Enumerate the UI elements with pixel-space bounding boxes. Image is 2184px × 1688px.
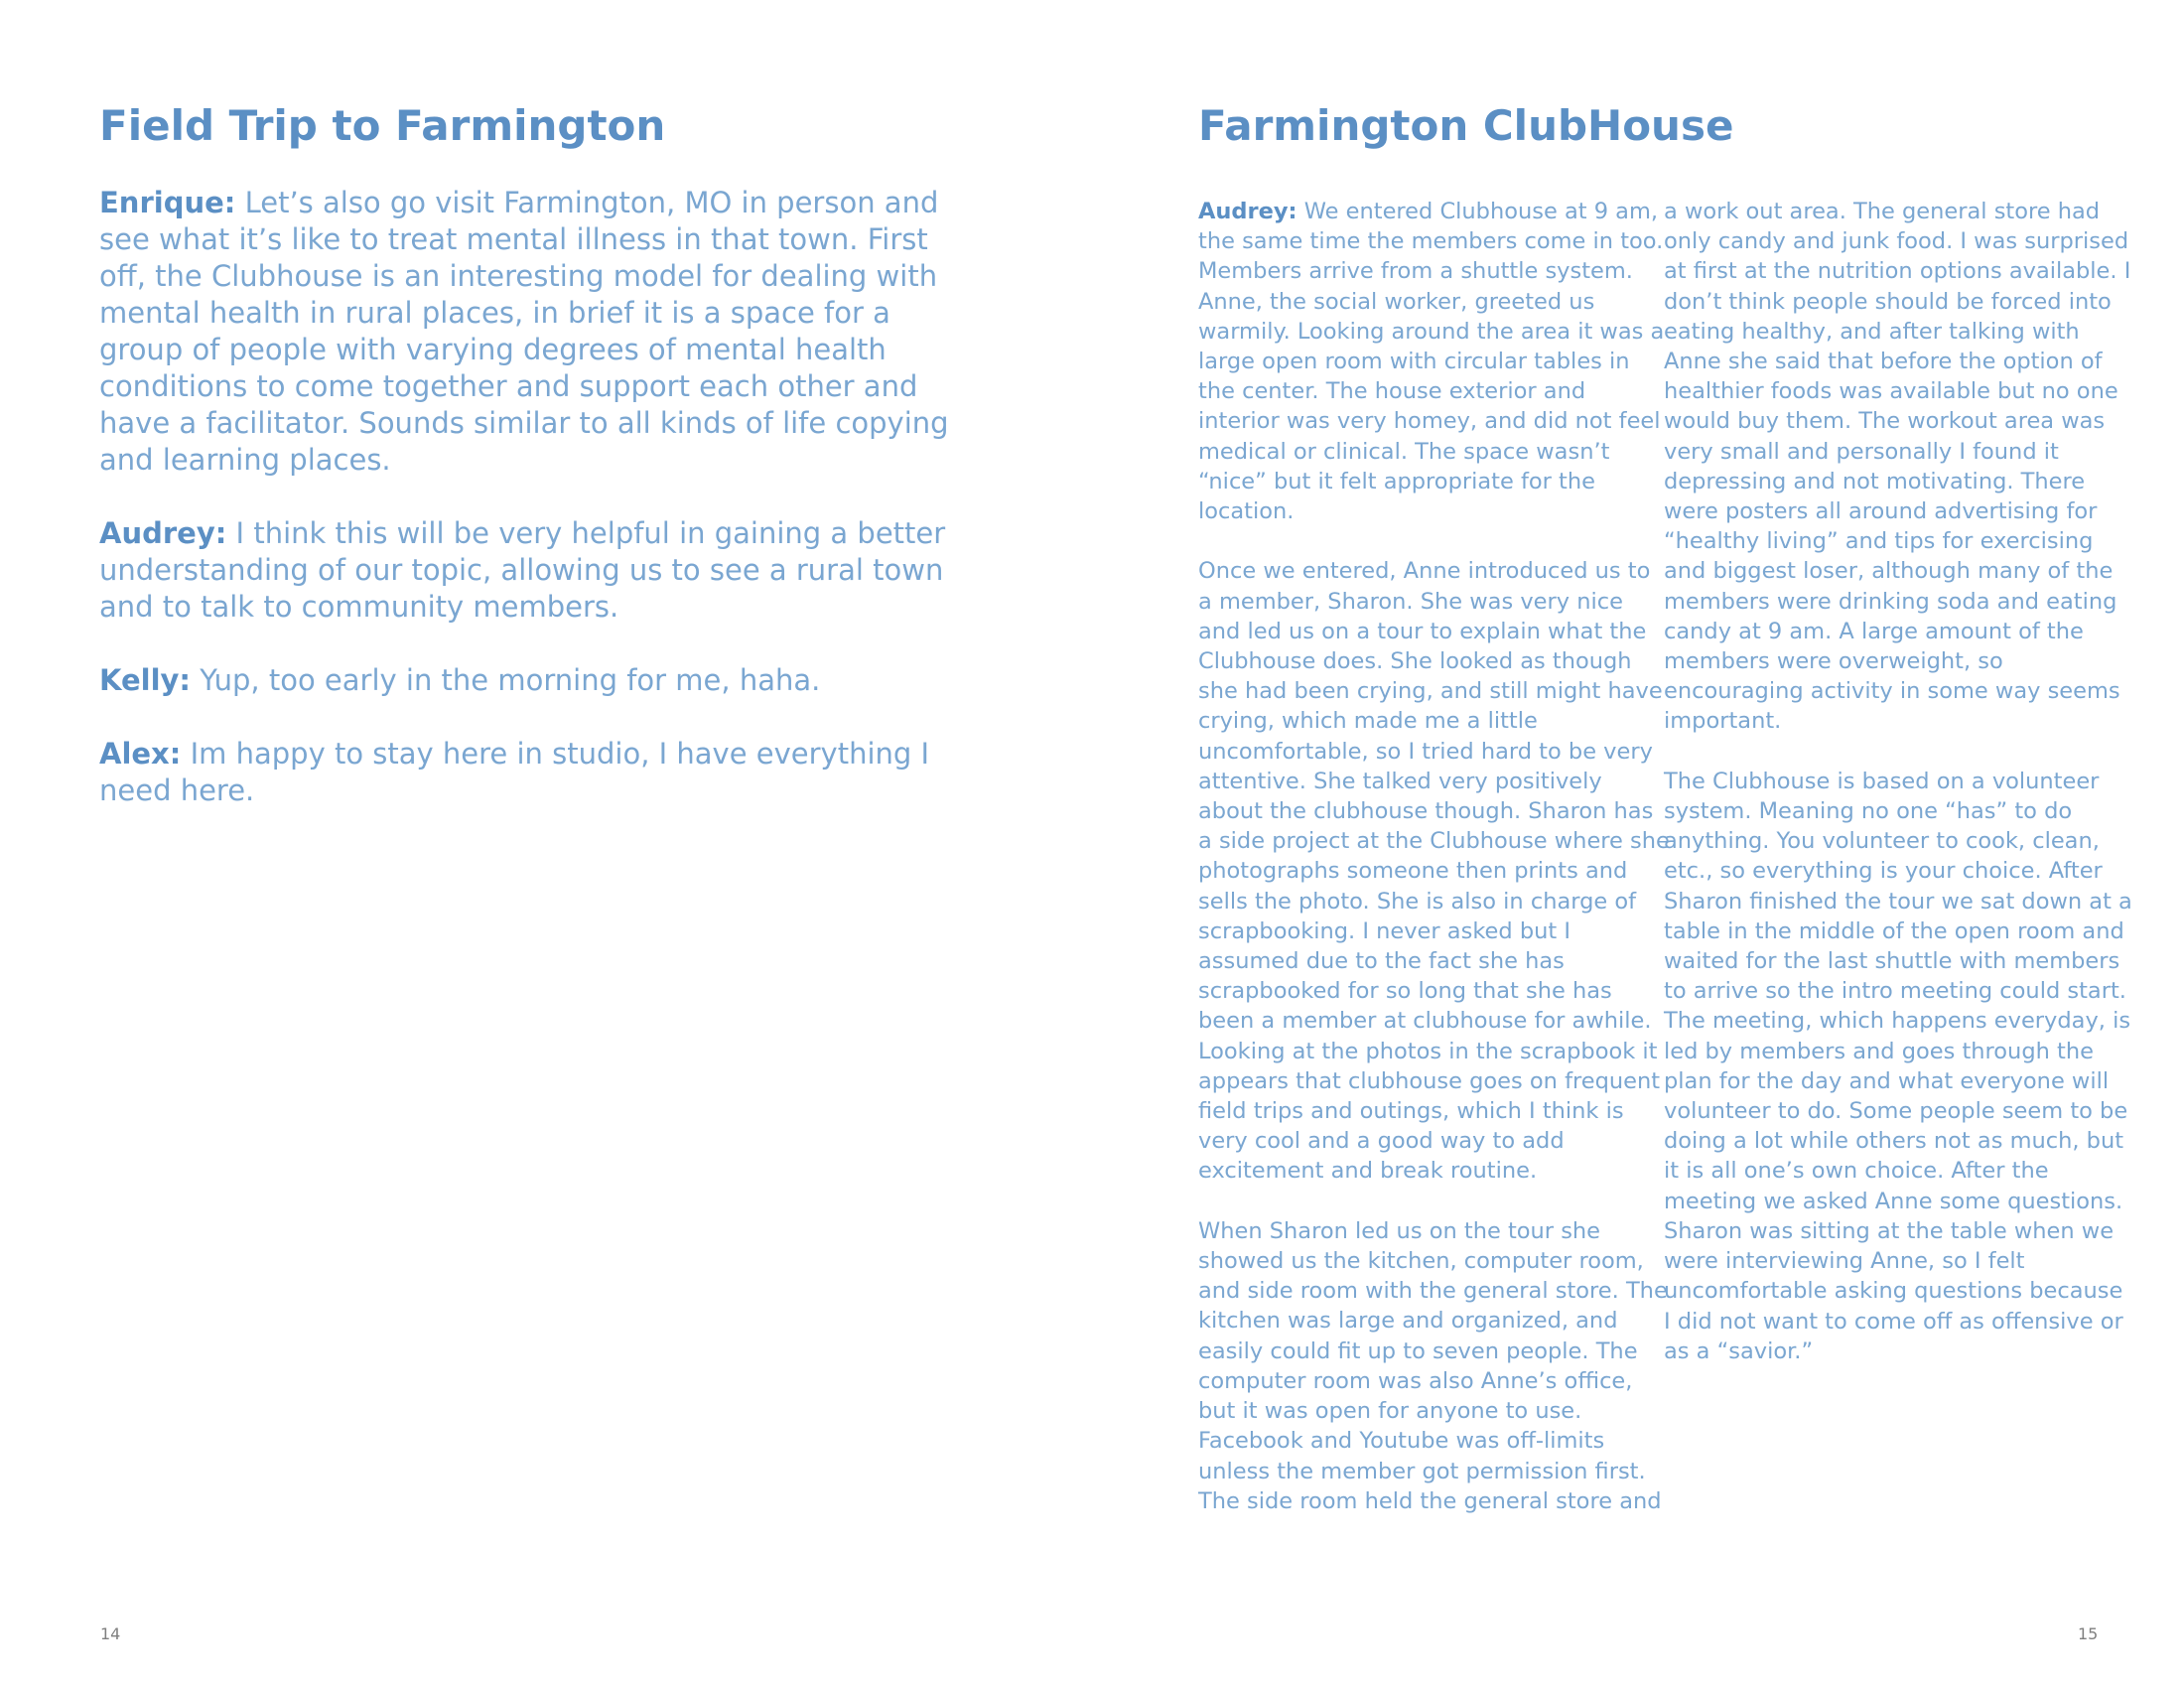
page-number: 15 — [2078, 1624, 2099, 1643]
text-column-2 — [1664, 197, 2135, 1396]
speaker-name: Kelly: — [99, 663, 192, 697]
speaker-name: Alex: — [99, 737, 182, 771]
dialogue-entry — [99, 515, 963, 626]
right-page — [1092, 0, 2184, 1688]
paragraph: The Clubhouse is based on a volunteer system. Meaning no one “has” to do anything. You volunteer to cook, clean, etc., so everything is your choice. After Sharon finished the tour we sat down at a table in the middle of the open room and waited for the last shuttle with members to arrive so the intro meeting could start. The meeting, which happens everyday, is led by members and goes through the plan for the day and what everyone will volunteer to do. Some people seem to be doing a lot while others not as much, but it is all one’s own choice. After the meeting we asked Anne some questions. Sharon was sitting at the table when we were interviewing Anne, so I felt uncomfortable asking questions because I did not want to come off as offensive or as a “savior.” — [1664, 768, 2132, 1364]
paragraph: Once we entered, Anne introduced us to a member, Sharon. She was very nice and led us on a tour to explain what the Clubhouse does. She looked as though she had been crying, and still might have crying, which made me a little uncomfortable, so I tried hard to be very attentive. She talked very positively about the clubhouse though. Sharon has a side project at the Clubhouse where she photographs someone then prints and sells the photo. She is also in charge of scrapbooking. I never asked but I assumed due to the fact she has scrapbooked for so long that she has been a member at clubhouse for awhile. Looking at the photos in the scrapbook it appears that clubhouse goes on frequent field trips and outings, which I think is very cool and a good way to add excitement and break routine. — [1198, 558, 1670, 1185]
dialogue-entry — [99, 736, 963, 809]
dialogue-text: Let’s also go visit Farmington, MO in person and see what it’s like to treat mental illness in that town. First off, the Clubhouse is an interesting model for dealing with mental health in rural places, in brief it is a space for a group of people with varying degrees of mental health conditions to come together and support each other and have a facilitator. Sounds similar to all kinds of life copying and learning places. — [99, 186, 949, 477]
dialogue-block — [99, 185, 963, 846]
page-title: Farmington ClubHouse — [1198, 101, 1734, 150]
dialogue-entry — [99, 662, 963, 699]
paragraph — [1198, 197, 1670, 526]
paragraph-text: We entered Clubhouse at 9 am, the same time the members come in too. Members arrive from a shuttle system. Anne, the social worker, greeted us warmily. Looking around the area it was a large open room with circular tables in the center. The house exterior and interior was very homey, and did not feel medical or clinical. The space wasn’t “nice” but it felt appropriate for the location. — [1198, 199, 1665, 525]
text-column-1 — [1198, 197, 1670, 1546]
dialogue-text: Yup, too early in the morning for me, haha. — [191, 663, 821, 697]
page-number: 14 — [100, 1624, 121, 1643]
dialogue-text: I think this will be very helpful in gaining a better understanding of our topic, allowing us to see a rural town and to talk to community members. — [99, 516, 946, 624]
paragraph: a work out area. The general store had only candy and junk food. I was surprised at first at the nutrition options available. I don’t think people should be forced into eating healthy, and after talking with Anne she said that before the option of healthier foods was available but no one would buy them. The workout area was very small and personally I found it depressing and not motivating. There were posters all around advertising for “healthy living” and tips for exercising and biggest loser, although many of the members were drinking soda and eating candy at 9 am. A large amount of the members were overweight, so encouraging activity in some way seems important. — [1664, 199, 2131, 735]
dialogue-text: Im happy to stay here in studio, I have everything I need here. — [99, 737, 930, 807]
paragraph: When Sharon led us on the tour she showed us the kitchen, computer room, and side room with the general store. The kitchen was large and organized, and easily could fit up to seven people. The computer room was also Anne’s office, but it was open for anyone to use. Facebook and Youtube was off-limits unless the member got permission first. The side room held the general store and — [1198, 1217, 1668, 1514]
speaker-name: Audrey: — [1198, 199, 1297, 224]
speaker-name: Audrey: — [99, 516, 227, 550]
page-title: Field Trip to Farmington — [99, 101, 666, 150]
dialogue-entry — [99, 185, 963, 479]
speaker-name: Enrique: — [99, 186, 236, 219]
